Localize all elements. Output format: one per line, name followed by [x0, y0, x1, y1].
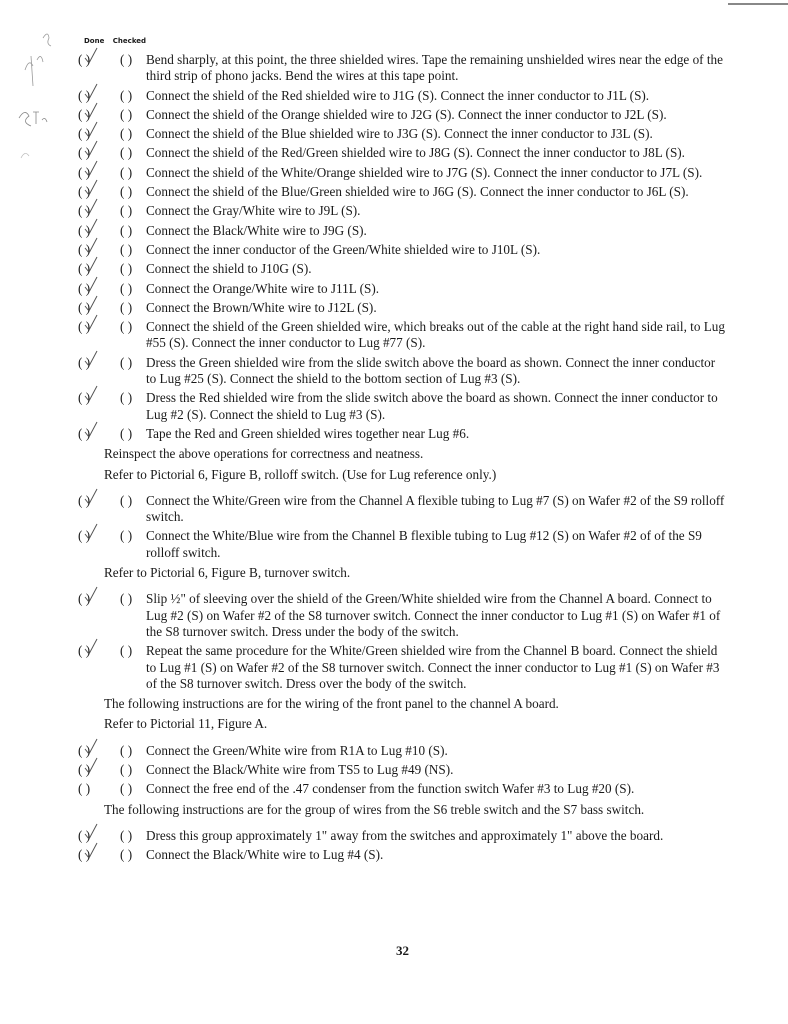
- step-text: Connect the shield of the Blue shielded wire to J3G (S). Connect the inner conductor to J3L (S).: [146, 126, 653, 142]
- step-text: Connect the Black/White wire to J9G (S).: [146, 222, 367, 238]
- step-text: Dress the Green shielded wire from the slide switch above the board as shown. Connect the inner conductor to Lug #25 (S). Connect the shield to the bottom section of Lug #3 (S).: [146, 354, 716, 387]
- step-text: Connect the shield to J10G (S).: [146, 261, 312, 277]
- step-text: Connect the Brown/White wire to J12L (S).: [146, 299, 377, 315]
- instruction-note: The following instructions are for the wiring of the front panel to the channel A board.: [104, 696, 559, 712]
- page-number: 32: [396, 943, 409, 958]
- checked-checkbox[interactable]: ( ): [120, 145, 133, 161]
- instruction-step: [78, 203, 728, 219]
- instruction-step: [78, 145, 728, 161]
- done-checkbox[interactable]: ( ): [78, 203, 91, 219]
- step-text: Connect the Black/White wire to Lug #4 (S).: [146, 847, 384, 863]
- step-text: Connect the Green/White wire from R1A to Lug #10 (S).: [146, 742, 448, 758]
- checked-checkbox[interactable]: ( ): [120, 492, 133, 508]
- done-checkbox[interactable]: ( ): [78, 126, 91, 142]
- step-text: Connect the shield of the Green shielded wire, which breaks out of the cable at the right hand side rail, to Lug #55 (S). Connect the inner conductor to Lug #77 (S).: [146, 319, 725, 351]
- done-checkbox[interactable]: ( ): [78, 319, 91, 335]
- handwritten-margin-notes: [5, 20, 65, 160]
- instruction-note: The following instructions are for the group of wires from the S6 treble switch and the S7 bass switch.: [104, 801, 645, 817]
- checked-checkbox[interactable]: ( ): [120, 241, 133, 257]
- instruction-note: Refer to Pictorial 6, Figure B, turnover switch.: [104, 565, 351, 581]
- done-checkbox[interactable]: ( ): [78, 742, 91, 758]
- instruction-step: [78, 781, 728, 797]
- instruction-note: Reinspect the above operations for correctness and neatness.: [104, 446, 424, 462]
- done-checkbox[interactable]: ( ): [78, 299, 91, 315]
- instruction-step: [78, 762, 728, 778]
- checked-checkbox[interactable]: ( ): [120, 126, 133, 142]
- checked-checkbox[interactable]: ( ): [120, 280, 133, 296]
- instruction-step: [78, 52, 728, 85]
- instruction-step: [78, 126, 728, 142]
- instruction-step: [78, 107, 728, 123]
- instruction-step: [78, 743, 728, 759]
- instruction-step: [78, 390, 728, 423]
- step-text: Connect the Black/White wire from TS5 to Lug #49 (NS).: [146, 761, 454, 777]
- instruction-step: [78, 493, 728, 526]
- done-checkbox[interactable]: ( ): [78, 184, 91, 200]
- checked-checkbox[interactable]: ( ): [120, 827, 133, 843]
- instruction-step: [78, 828, 728, 844]
- checked-checkbox[interactable]: ( ): [120, 591, 133, 607]
- step-text: Slip ½" of sleeving over the shield of the Green/White shielded wire from the Channel A board. Connect to Lug #2 (S) on Wafer #2 of the S8 turnover switch. Connect the inner conductor to Lug #1 (S) on Wafer #1 of the S8 turnover switch. Dress under the body of the switch.: [146, 591, 721, 639]
- step-text: Repeat the same procedure for the White/Green shielded wire from the Channel B board. Connect the shield to Lug #1 (S) on Wafer #2 of the S8 turnover switch. Connect the inner conductor to Lug #1 (S) on Wafer #3 of the S8 turnover switch. Dress over the body of the switch.: [146, 643, 720, 691]
- checked-checkbox[interactable]: ( ): [120, 184, 133, 200]
- done-header: Done: [84, 37, 105, 45]
- done-checkbox[interactable]: ( ): [78, 847, 91, 863]
- done-checkbox[interactable]: ( ): [78, 492, 91, 508]
- done-checkbox[interactable]: ( ): [78, 354, 91, 370]
- checked-checkbox[interactable]: ( ): [120, 354, 133, 370]
- instruction-step: [78, 281, 728, 297]
- checked-checkbox[interactable]: ( ): [120, 761, 133, 777]
- step-text: Connect the shield of the Blue/Green shielded wire to J6G (S). Connect the inner conductor to J6L (S).: [146, 184, 689, 200]
- step-text: Connect the shield of the Red/Green shielded wire to J8G (S). Connect the inner conductor to J8L (S).: [146, 145, 685, 161]
- instruction-step: [78, 261, 728, 277]
- done-checkbox[interactable]: ( ): [78, 781, 91, 797]
- checked-checkbox[interactable]: ( ): [120, 203, 133, 219]
- done-checkbox[interactable]: ( ): [78, 164, 91, 180]
- done-checkbox[interactable]: ( ): [78, 261, 91, 277]
- checked-checkbox[interactable]: ( ): [120, 164, 133, 180]
- instruction-step: [78, 591, 728, 640]
- instruction-step: [78, 165, 728, 181]
- instruction-step: [78, 528, 728, 561]
- scan-edge-line: [728, 3, 788, 5]
- instruction-list: [78, 52, 728, 866]
- checked-checkbox[interactable]: ( ): [120, 319, 133, 335]
- instruction-step: [78, 88, 728, 104]
- checked-checkbox[interactable]: ( ): [120, 87, 133, 103]
- done-checkbox[interactable]: ( ): [78, 87, 91, 103]
- done-checkbox[interactable]: ( ): [78, 591, 91, 607]
- instruction-step: [78, 319, 728, 352]
- step-text: Dress this group approximately 1" away from the switches and approximately 1" above the board.: [146, 827, 664, 843]
- instruction-step: [78, 223, 728, 239]
- checked-checkbox[interactable]: ( ): [120, 390, 133, 406]
- instruction-step: [78, 426, 728, 442]
- checked-checkbox[interactable]: ( ): [120, 222, 133, 238]
- checked-checkbox[interactable]: ( ): [120, 742, 133, 758]
- checked-checkbox[interactable]: ( ): [120, 106, 133, 122]
- step-text: Connect the free end of the .47 condenser from the function switch Wafer #3 to Lug #20 (S).: [146, 781, 635, 797]
- step-text: Connect the inner conductor of the Green/White shielded wire to J10L (S).: [146, 241, 541, 257]
- done-checkbox[interactable]: ( ): [78, 145, 91, 161]
- checked-checkbox[interactable]: ( ): [120, 52, 133, 67]
- instruction-step: [78, 300, 728, 316]
- done-checkbox[interactable]: ( ): [78, 827, 91, 843]
- checked-checkbox[interactable]: ( ): [120, 299, 133, 315]
- step-text: Bend sharply, at this point, the three shielded wires. Tape the remaining unshielded wires near the edge of the third strip of phono jacks. Bend the wires at this tape point.: [146, 52, 723, 84]
- step-text: Connect the shield of the Red shielded wire to J1G (S). Connect the inner conductor to J1L (S).: [146, 87, 650, 103]
- step-text: Connect the White/Blue wire from the Channel B flexible tubing to Lug #12 (S) on Wafer #2 of of the S9 rolloff switch.: [146, 528, 702, 560]
- checked-checkbox[interactable]: ( ): [120, 425, 133, 441]
- instruction-note: Refer to Pictorial 6, Figure B, rolloff switch. (Use for Lug reference only.): [104, 466, 497, 482]
- checked-checkbox[interactable]: ( ): [120, 781, 133, 797]
- instruction-step: [78, 643, 728, 692]
- step-text: Connect the shield of the Orange shielded wire to J2G (S). Connect the inner conductor to J2L (S).: [146, 106, 667, 122]
- checked-checkbox[interactable]: ( ): [120, 643, 133, 659]
- step-text: Connect the White/Green wire from the Channel A flexible tubing to Lug #7 (S) on Wafer #2 of the S9 rolloff switch.: [146, 492, 725, 525]
- instruction-step: [78, 355, 728, 388]
- done-checkbox[interactable]: ( ): [78, 280, 91, 296]
- done-checkbox[interactable]: ( ): [78, 528, 91, 544]
- done-checkbox[interactable]: ( ): [78, 425, 91, 441]
- done-checkbox[interactable]: ( ): [78, 643, 91, 659]
- step-text: Connect the Orange/White wire to J11L (S).: [146, 280, 380, 296]
- instruction-step: [78, 847, 728, 863]
- done-checkbox[interactable]: ( ): [78, 390, 91, 406]
- column-header: [84, 37, 152, 45]
- done-checkbox[interactable]: ( ): [78, 52, 91, 67]
- done-checkbox[interactable]: ( ): [78, 106, 91, 122]
- checked-checkbox[interactable]: ( ): [120, 528, 133, 544]
- step-text: Tape the Red and Green shielded wires together near Lug #6.: [146, 425, 470, 441]
- step-text: Connect the shield of the White/Orange shielded wire to J7G (S). Connect the inner conductor to J7L (S).: [146, 164, 703, 180]
- instruction-step: [78, 242, 728, 258]
- done-checkbox[interactable]: ( ): [78, 761, 91, 777]
- step-text: Dress the Red shielded wire from the slide switch above the board as shown. Connect the inner conductor to Lug #2 (S). Connect the shield to Lug #3 (S).: [146, 390, 718, 422]
- checked-header: Checked: [112, 37, 147, 45]
- done-checkbox[interactable]: ( ): [78, 222, 91, 238]
- instruction-step: [78, 184, 728, 200]
- instruction-note: Refer to Pictorial 11, Figure A.: [104, 716, 268, 732]
- step-text: Connect the Gray/White wire to J9L (S).: [146, 203, 361, 219]
- checked-checkbox[interactable]: ( ): [120, 261, 133, 277]
- checked-checkbox[interactable]: ( ): [120, 847, 133, 863]
- done-checkbox[interactable]: ( ): [78, 241, 91, 257]
